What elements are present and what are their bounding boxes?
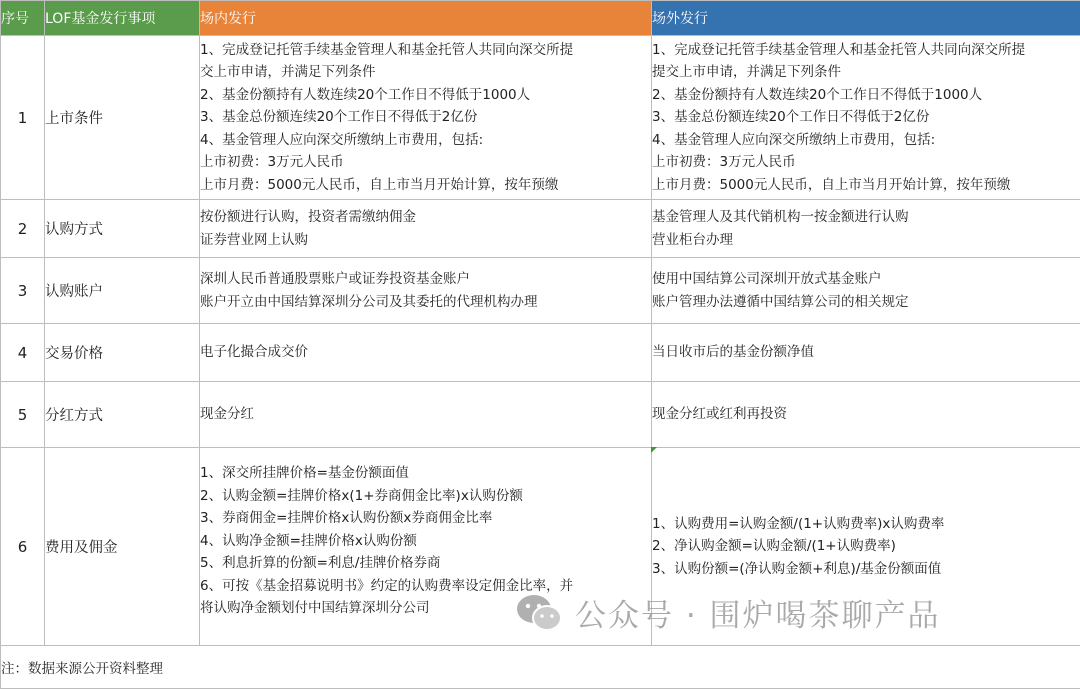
text-line: 2、净认购金额=认购金额/(1+认购费率) xyxy=(652,535,1080,558)
row-num: 6 xyxy=(1,448,45,646)
text-line: 上市月费：5000元人民币，自上市当月开始计算，按年预缴 xyxy=(200,174,651,197)
header-num: 序号 xyxy=(1,1,45,36)
text-line: 上市初费：3万元人民币 xyxy=(200,151,651,174)
row-out-market xyxy=(652,382,1080,448)
note-row xyxy=(1,646,1080,689)
watermark xyxy=(515,590,941,635)
text-line: 交上市申请，并满足下列条件 xyxy=(200,61,651,84)
row-in-market xyxy=(200,200,652,258)
row-in-market xyxy=(200,36,652,200)
text-line: 5、利息折算的份额=利息/挂牌价格券商 xyxy=(200,552,651,575)
text-line: 提交上市申请，并满足下列条件 xyxy=(652,61,1080,84)
table-row xyxy=(1,36,1080,200)
row-in-market xyxy=(200,324,652,382)
row-in-market xyxy=(200,382,652,448)
text-line: 3、基金总份额连续20个工作日不得低于2亿份 xyxy=(200,106,651,129)
row-num: 4 xyxy=(1,324,45,382)
watermark-text: 公众号 · 围炉喝茶聊产品 xyxy=(575,590,941,635)
text-line: 基金管理人及其代销机构一按金额进行认购 xyxy=(652,206,1080,229)
text-line: 将认购净金额划付中国结算深圳分公司 xyxy=(200,597,651,620)
row-item: 分红方式 xyxy=(45,382,200,448)
text-line: 证券营业网上认购 xyxy=(200,229,651,252)
text-line: 深圳人民币普通股票账户或证券投资基金账户 xyxy=(200,268,651,291)
text-line: 上市月费：5000元人民币，自上市当月开始计算，按年预缴 xyxy=(652,174,1080,197)
text-line: 1、深交所挂牌价格=基金份额面值 xyxy=(200,462,651,485)
source-note: 注：数据来源公开资料整理 xyxy=(1,646,1080,689)
row-item: 认购方式 xyxy=(45,200,200,258)
header-item: LOF基金发行事项 xyxy=(45,1,200,36)
row-num: 3 xyxy=(1,258,45,324)
text-line: 账户开立由中国结算深圳分公司及其委托的代理机构办理 xyxy=(200,291,651,314)
text-line: 2、基金份额持有人数连续20个工作日不得低于1000人 xyxy=(200,84,651,107)
text-line: 1、完成登记托管手续基金管理人和基金托管人共同向深交所提 xyxy=(652,39,1080,62)
row-item: 交易价格 xyxy=(45,324,200,382)
table-row xyxy=(1,258,1080,324)
text-line: 上市初费：3万元人民币 xyxy=(652,151,1080,174)
text-line: 现金分红或红利再投资 xyxy=(652,403,1080,426)
text-line: 当日收市后的基金份额净值 xyxy=(652,341,1080,364)
row-out-market xyxy=(652,324,1080,382)
row-num: 2 xyxy=(1,200,45,258)
text-line: 2、基金份额持有人数连续20个工作日不得低于1000人 xyxy=(652,84,1080,107)
row-out-market xyxy=(652,258,1080,324)
text-line: 3、券商佣金=挂牌价格x认购份额x券商佣金比率 xyxy=(200,507,651,530)
text-line: 现金分红 xyxy=(200,403,651,426)
text-line: 营业柜台办理 xyxy=(652,229,1080,252)
text-line: 1、完成登记托管手续基金管理人和基金托管人共同向深交所提 xyxy=(200,39,651,62)
text-line: 2、认购金额=挂牌价格x(1+券商佣金比率)x认购份额 xyxy=(200,485,651,508)
text-line: 3、认购份额=(净认购金额+利息)/基金份额面值 xyxy=(652,558,1080,581)
text-line: 账户管理办法遵循中国结算公司的相关规定 xyxy=(652,291,1080,314)
header-in-market: 场内发行 xyxy=(200,1,652,36)
text-line: 6、可按《基金招募说明书》约定的认购费率设定佣金比率，并 xyxy=(200,575,651,598)
row-item: 上市条件 xyxy=(45,36,200,200)
row-out-market xyxy=(652,200,1080,258)
text-line: 4、基金管理人应向深交所缴纳上市费用，包括: xyxy=(652,129,1080,152)
row-out-market xyxy=(652,36,1080,200)
text-line: 4、基金管理人应向深交所缴纳上市费用，包括: xyxy=(200,129,651,152)
header-out-market: 场外发行 xyxy=(652,1,1080,36)
row-in-market xyxy=(200,258,652,324)
text-line: 3、基金总份额连续20个工作日不得低于2亿份 xyxy=(652,106,1080,129)
row-num: 5 xyxy=(1,382,45,448)
text-line: 4、认购净金额=挂牌价格x认购份额 xyxy=(200,530,651,553)
table-row xyxy=(1,324,1080,382)
table-row xyxy=(1,382,1080,448)
row-item: 费用及佣金 xyxy=(45,448,200,646)
text-line: 1、认购费用=认购金额/(1+认购费率)x认购费率 xyxy=(652,513,1080,536)
cell-corner-mark xyxy=(651,447,657,453)
row-item: 认购账户 xyxy=(45,258,200,324)
text-line: 电子化撮合成交价 xyxy=(200,341,651,364)
wechat-icon xyxy=(515,593,563,633)
text-line: 使用中国结算公司深圳开放式基金账户 xyxy=(652,268,1080,291)
table-row xyxy=(1,200,1080,258)
header-row xyxy=(1,1,1080,36)
text-line: 按份额进行认购，投资者需缴纳佣金 xyxy=(200,206,651,229)
row-num: 1 xyxy=(1,36,45,200)
